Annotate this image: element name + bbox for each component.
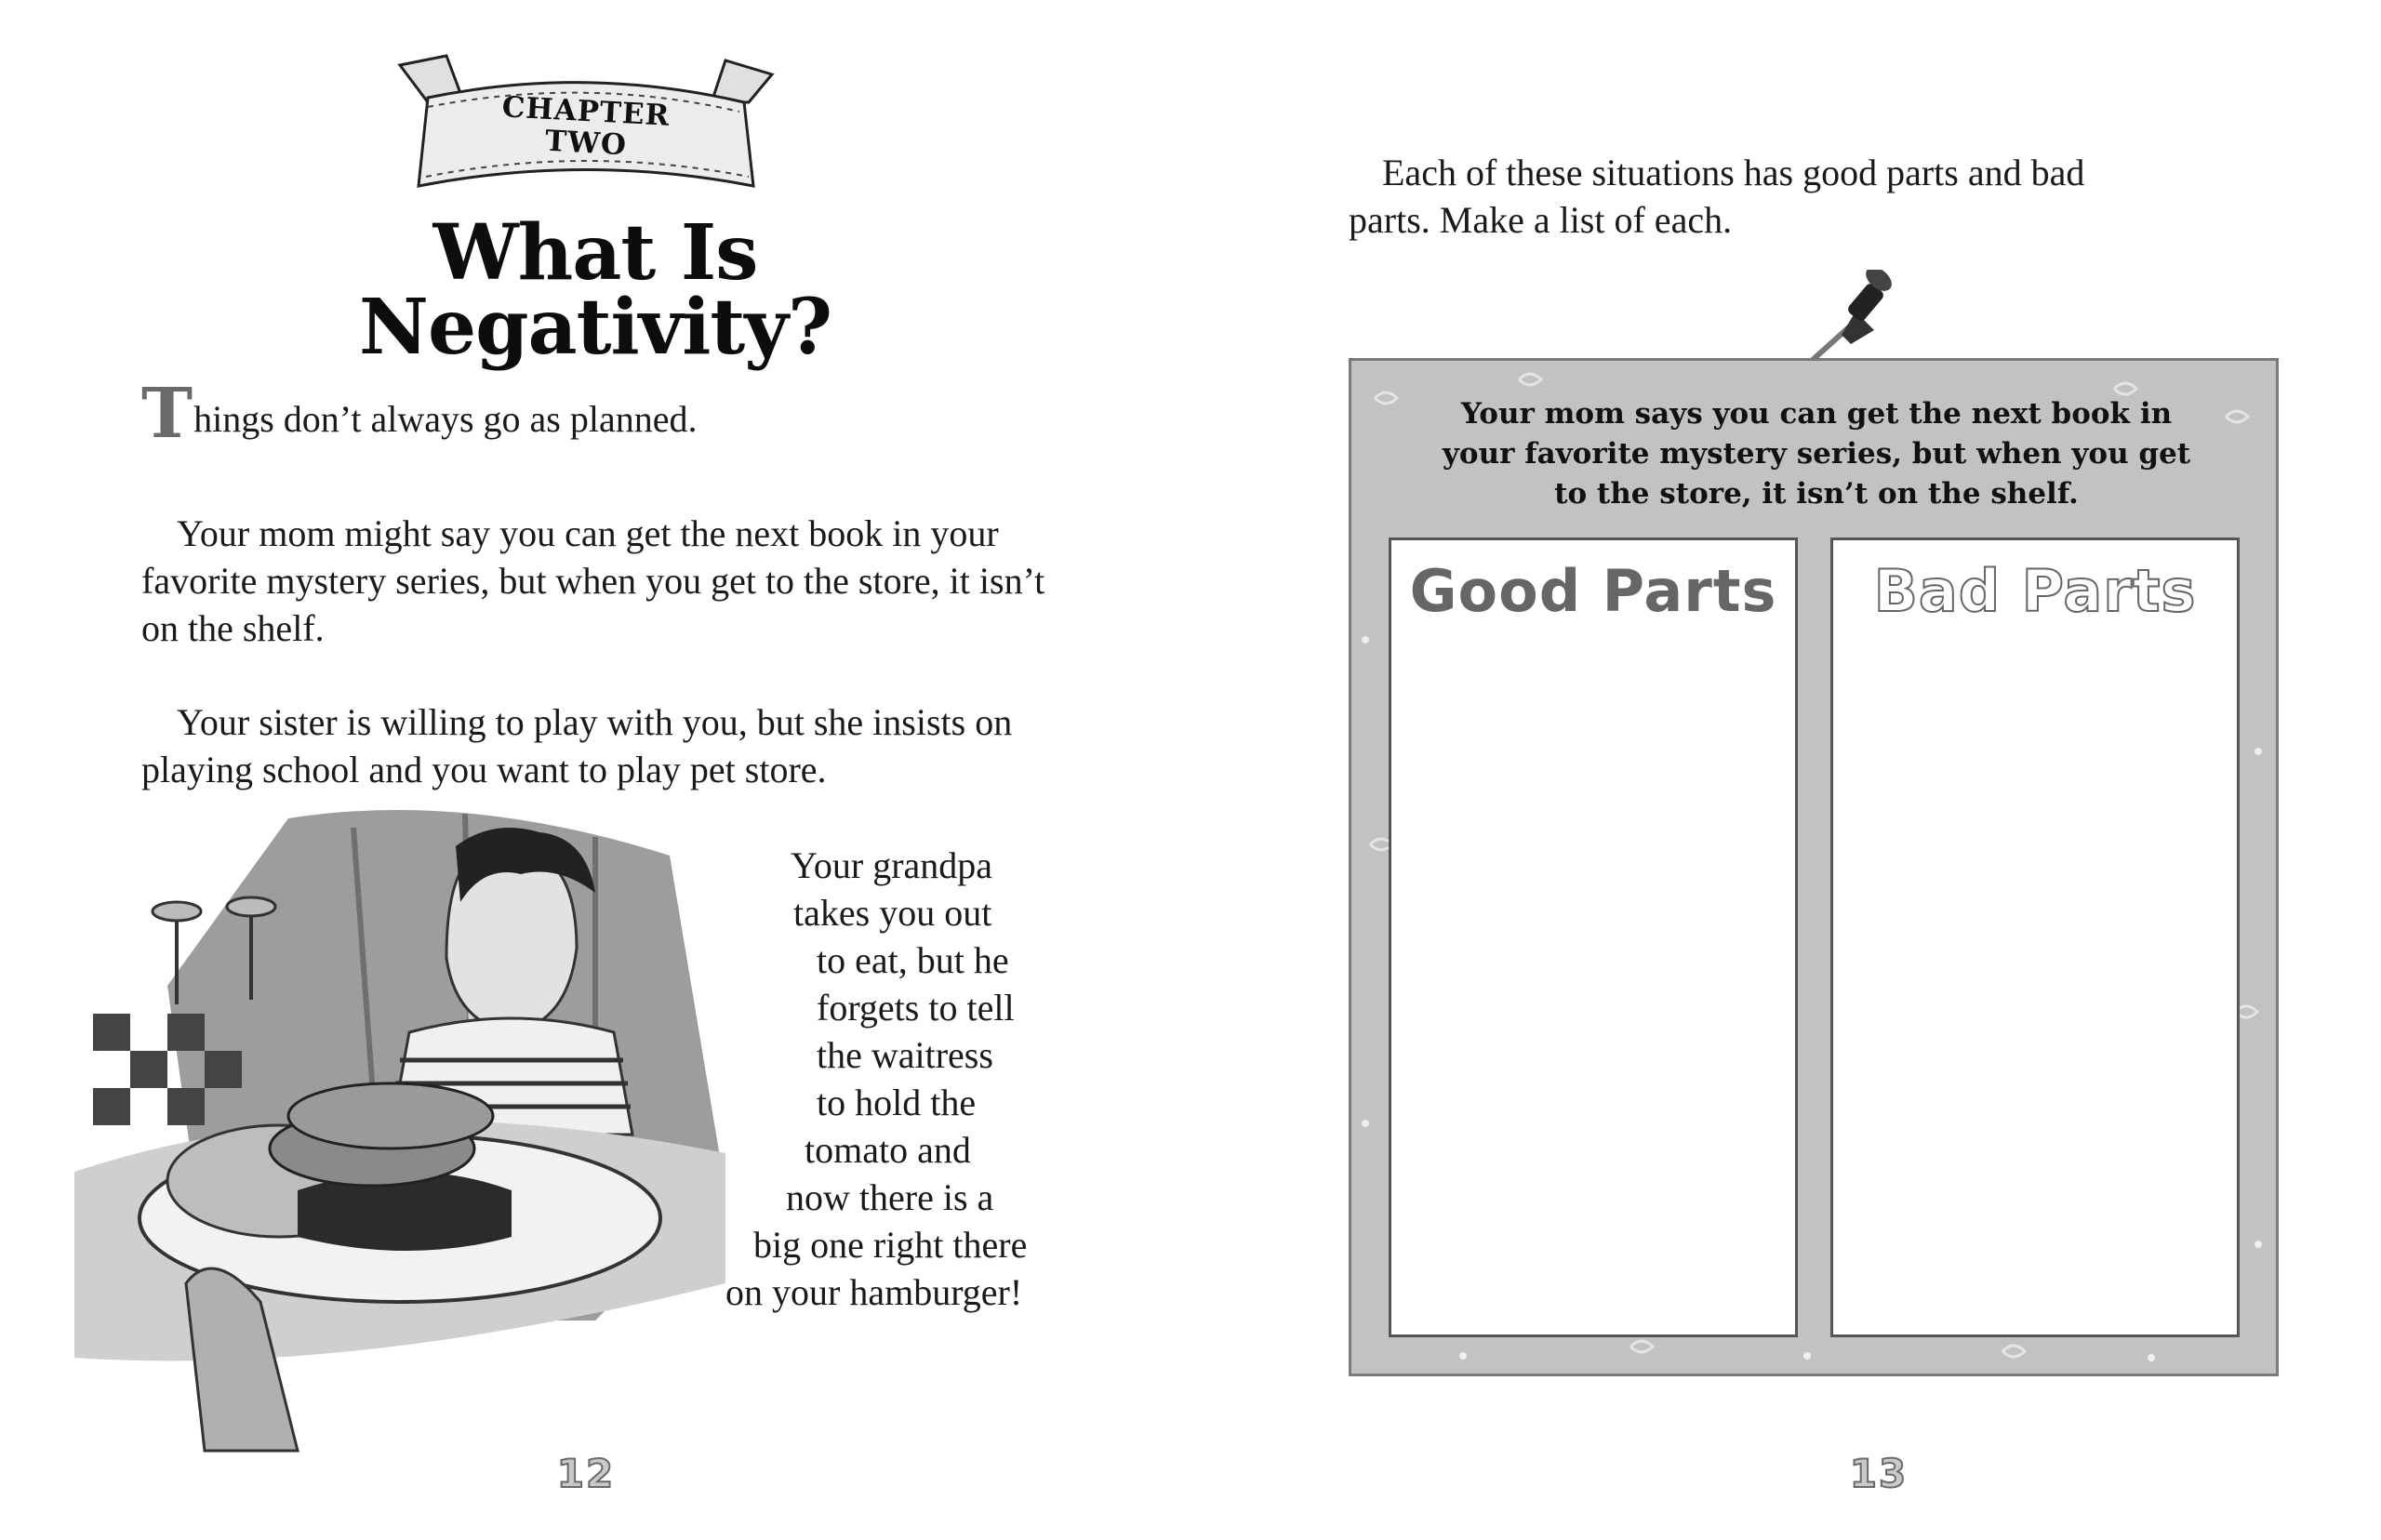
prompt-line: to the store, it isn’t on the shelf.: [1554, 477, 2079, 511]
chapter-number: TWO: [544, 124, 628, 163]
prompt-line: Your mom says you can get the next book in: [1460, 397, 2173, 431]
paragraph-sister: Your sister is willing to play with you, but she insists on playing school and you want to play pet store.: [141, 701, 1013, 790]
grandpa-line: on your hamburger!: [725, 1271, 1023, 1313]
bad-parts-column[interactable]: [1830, 538, 2240, 1337]
chapter-title-line1: What Is: [432, 208, 758, 298]
diner-illustration: [74, 800, 781, 1469]
grandpa-line: forgets to tell: [817, 987, 1015, 1029]
page-number: 13: [1849, 1451, 1909, 1496]
grandpa-line: Your grandpa: [791, 844, 993, 886]
drop-cap: T: [141, 374, 193, 454]
paragraph-grandpa: [707, 842, 1079, 1316]
bad-parts-heading: Bad Parts: [1873, 557, 2197, 625]
right-page: [1190, 0, 2381, 1540]
instruction-line: parts. Make a list of each.: [1349, 199, 1733, 241]
good-parts-column[interactable]: [1389, 538, 1798, 1337]
chapter-title: [307, 208, 884, 372]
left-page: [0, 0, 1190, 1540]
grandpa-line: the waitress: [817, 1034, 993, 1076]
grandpa-line: tomato and: [805, 1129, 971, 1171]
prompt-line: your favorite mystery series, but when you get: [1442, 437, 2191, 471]
chapter-title-line2: Negativity?: [359, 283, 831, 372]
grandpa-line: now there is a: [786, 1176, 994, 1218]
chapter-label: CHAPTER: [500, 90, 672, 133]
grandpa-line: to eat, but he: [817, 939, 1009, 981]
intro-paragraph: [141, 374, 1081, 454]
grandpa-line: big one right there: [753, 1224, 1028, 1266]
instruction-text: [1349, 149, 2279, 244]
page-number: 12: [556, 1451, 616, 1496]
worksheet-board: [1349, 358, 2279, 1376]
instruction-line: Each of these situations has good parts and bad: [1382, 152, 2085, 193]
intro-text: hings don’t always go as planned.: [193, 398, 698, 440]
paragraph-mom: Your mom might say you can get the next book in your favorite mystery series, but when you get to the store, it isn’t on the shelf.: [141, 512, 1045, 649]
pushpin-icon: [1786, 270, 1897, 372]
board-prompt: [1389, 394, 2244, 514]
chapter-banner: [391, 46, 781, 205]
grandpa-line: to hold the: [817, 1082, 977, 1123]
good-parts-heading: Good Parts: [1409, 557, 1777, 625]
grandpa-line: takes you out: [793, 892, 992, 934]
